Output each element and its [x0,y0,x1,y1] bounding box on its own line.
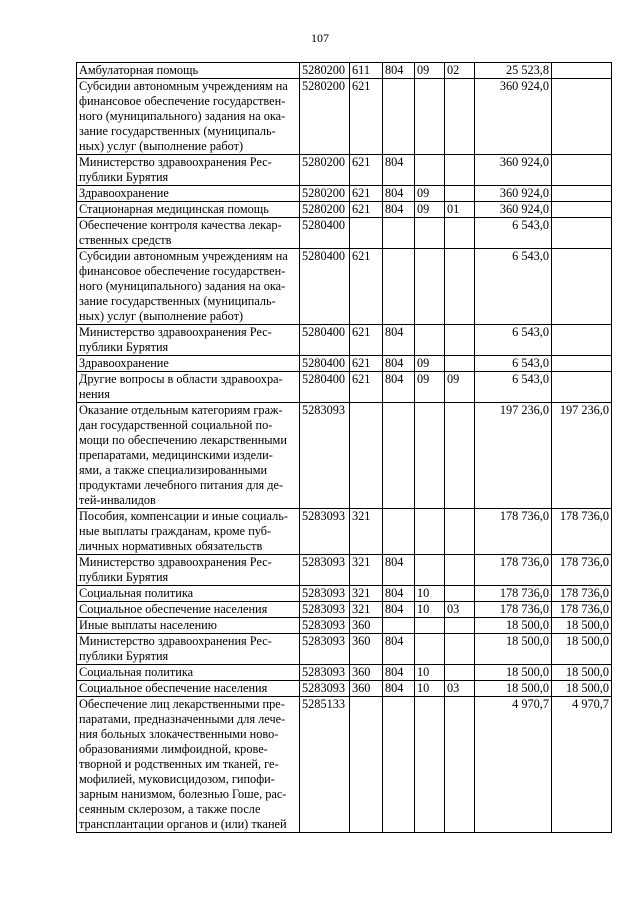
subsection-code-cell: 02 [445,63,475,79]
federal-amount-cell [552,63,612,79]
item-name-line: творной и родственных им тканей, ге- [79,757,279,771]
federal-amount-cell [552,325,612,356]
ministry-code-cell: 804 [383,63,415,79]
subsection-code-cell [445,403,475,509]
ministry-code-cell: 804 [383,325,415,356]
ministry-code-cell: 804 [383,681,415,697]
item-name-line: Министерство здравоохранения Рес- [79,555,272,569]
item-name-cell [77,618,300,634]
subsection-code-cell [445,697,475,833]
federal-amount-cell [552,218,612,249]
ministry-code-cell: 804 [383,372,415,403]
item-name-line: Стационарная медицинская помощь [79,202,269,216]
federal-amount-cell [552,155,612,186]
item-name-line: нения [79,387,110,401]
amount-cell: 360 924,0 [475,186,552,202]
table-row [77,372,612,403]
table-row [77,186,612,202]
amount-cell: 6 543,0 [475,325,552,356]
amount-cell: 178 736,0 [475,586,552,602]
item-name-line: тей-инвалидов [79,493,156,507]
ministry-code-cell: 804 [383,602,415,618]
item-name-cell [77,697,300,833]
item-name-line: Амбулаторная помощь [79,63,199,77]
amount-cell: 178 736,0 [475,555,552,586]
section-code-cell [415,618,445,634]
item-name-line: продуктами лечебного питания для де- [79,478,284,492]
subsection-code-cell [445,218,475,249]
target-code-cell: 5280200 [300,186,350,202]
target-code-cell: 5280200 [300,63,350,79]
amount-cell: 360 924,0 [475,79,552,155]
item-name-line: публики Бурятия [79,570,169,584]
item-name-cell [77,634,300,665]
amount-cell: 18 500,0 [475,618,552,634]
item-name-line: ями, а также специализированными [79,463,268,477]
target-code-cell: 5283093 [300,618,350,634]
subsection-code-cell [445,665,475,681]
subsection-code-cell [445,555,475,586]
table-row [77,63,612,79]
item-name-cell [77,555,300,586]
target-code-cell: 5283093 [300,681,350,697]
table-row [77,697,612,833]
amount-cell: 18 500,0 [475,634,552,665]
target-code-cell: 5283093 [300,509,350,555]
ministry-code-cell: 804 [383,356,415,372]
item-name-cell [77,249,300,325]
subsection-code-cell [445,509,475,555]
expense-type-cell: 360 [350,634,383,665]
amount-cell: 25 523,8 [475,63,552,79]
expense-type-cell: 360 [350,665,383,681]
section-code-cell: 10 [415,602,445,618]
item-name-line: финансовое обеспечение государствен- [79,264,286,278]
federal-amount-cell: 18 500,0 [552,665,612,681]
item-name-line: ного (муниципального) задания на ока- [79,279,286,293]
subsection-code-cell [445,249,475,325]
ministry-code-cell: 804 [383,634,415,665]
expense-type-cell: 621 [350,155,383,186]
section-code-cell [415,509,445,555]
amount-cell: 4 970,7 [475,697,552,833]
expense-type-cell: 621 [350,186,383,202]
target-code-cell: 5280200 [300,79,350,155]
target-code-cell: 5280400 [300,372,350,403]
item-name-cell [77,202,300,218]
target-code-cell: 5280400 [300,356,350,372]
item-name-line: Социальная политика [79,586,194,600]
section-code-cell: 09 [415,372,445,403]
table-row [77,618,612,634]
section-code-cell [415,403,445,509]
section-code-cell [415,555,445,586]
expense-type-cell: 621 [350,79,383,155]
target-code-cell: 5280400 [300,218,350,249]
section-code-cell [415,634,445,665]
ministry-code-cell [383,403,415,509]
budget-table-body [77,63,612,833]
subsection-code-cell: 01 [445,202,475,218]
ministry-code-cell [383,697,415,833]
ministry-code-cell: 804 [383,202,415,218]
ministry-code-cell [383,218,415,249]
ministry-code-cell: 804 [383,186,415,202]
federal-amount-cell: 18 500,0 [552,681,612,697]
amount-cell: 197 236,0 [475,403,552,509]
table-row [77,249,612,325]
table-row [77,509,612,555]
item-name-line: Иные выплаты населению [79,618,217,632]
target-code-cell: 5280200 [300,202,350,218]
target-code-cell: 5283093 [300,602,350,618]
item-name-cell [77,79,300,155]
subsection-code-cell [445,325,475,356]
expense-type-cell: 621 [350,356,383,372]
target-code-cell: 5283093 [300,555,350,586]
section-code-cell [415,325,445,356]
item-name-line: Субсидии автономным учреждениям на [79,79,288,93]
subsection-code-cell: 09 [445,372,475,403]
item-name-line: препаратами, медицинскими издели- [79,448,273,462]
item-name-line: зарным нанизмом, болезнью Гоше, рас- [79,787,287,801]
ministry-code-cell [383,509,415,555]
expense-type-cell [350,218,383,249]
item-name-cell [77,509,300,555]
subsection-code-cell [445,618,475,634]
target-code-cell: 5283093 [300,586,350,602]
ministry-code-cell: 804 [383,665,415,681]
target-code-cell: 5280400 [300,249,350,325]
item-name-line: дан государственной социальной по- [79,418,273,432]
ministry-code-cell: 804 [383,155,415,186]
federal-amount-cell [552,186,612,202]
subsection-code-cell [445,356,475,372]
expense-type-cell: 321 [350,586,383,602]
table-row [77,79,612,155]
table-row [77,155,612,186]
item-name-line: зание государственных (муниципаль- [79,294,276,308]
item-name-line: Социальное обеспечение населения [79,681,268,695]
amount-cell: 18 500,0 [475,681,552,697]
item-name-cell [77,403,300,509]
federal-amount-cell: 178 736,0 [552,555,612,586]
expense-type-cell: 360 [350,681,383,697]
amount-cell: 6 543,0 [475,372,552,403]
section-code-cell: 10 [415,665,445,681]
expense-type-cell: 621 [350,325,383,356]
item-name-line: мофилией, муковисцидозом, гипофи- [79,772,275,786]
expense-type-cell: 621 [350,249,383,325]
item-name-line: Министерство здравоохранения Рес- [79,155,272,169]
federal-amount-cell: 4 970,7 [552,697,612,833]
table-row [77,403,612,509]
target-code-cell: 5283093 [300,403,350,509]
expense-type-cell [350,403,383,509]
section-code-cell: 10 [415,681,445,697]
section-code-cell [415,155,445,186]
ministry-code-cell [383,249,415,325]
item-name-line: публики Бурятия [79,649,169,663]
subsection-code-cell [445,634,475,665]
item-name-line: ния больных злокачественными ново- [79,727,279,741]
item-name-line: Другие вопросы в области здравоохра- [79,372,283,386]
item-name-cell [77,372,300,403]
budget-table [76,62,612,833]
federal-amount-cell: 18 500,0 [552,618,612,634]
expense-type-cell: 321 [350,555,383,586]
expense-type-cell: 621 [350,372,383,403]
item-name-line: ственных средств [79,233,172,247]
item-name-line: ного (муниципального) задания на ока- [79,109,286,123]
item-name-cell [77,155,300,186]
amount-cell: 18 500,0 [475,665,552,681]
item-name-line: Социальное обеспечение населения [79,602,268,616]
item-name-line: Обеспечение лиц лекарственными пре- [79,697,285,711]
expense-type-cell: 321 [350,602,383,618]
amount-cell: 360 924,0 [475,155,552,186]
expense-type-cell: 621 [350,202,383,218]
federal-amount-cell: 197 236,0 [552,403,612,509]
item-name-line: сеянным склерозом, а также после [79,802,261,816]
federal-amount-cell [552,372,612,403]
section-code-cell: 09 [415,186,445,202]
target-code-cell: 5280400 [300,325,350,356]
amount-cell: 6 543,0 [475,249,552,325]
item-name-line: публики Бурятия [79,340,169,354]
item-name-line: личных нормативных обязательств [79,539,263,553]
amount-cell: 6 543,0 [475,218,552,249]
subsection-code-cell [445,155,475,186]
section-code-cell: 10 [415,586,445,602]
item-name-line: паратами, предназначенными для лече- [79,712,286,726]
item-name-line: ные выплаты гражданам, кроме пуб- [79,524,272,538]
section-code-cell: 09 [415,63,445,79]
table-row [77,202,612,218]
section-code-cell: 09 [415,356,445,372]
table-row [77,681,612,697]
section-code-cell [415,218,445,249]
page-number: 107 [311,31,329,45]
expense-type-cell [350,697,383,833]
section-code-cell [415,79,445,155]
item-name-line: ных) услуг (выполнение работ) [79,139,244,153]
item-name-cell [77,325,300,356]
item-name-cell [77,681,300,697]
federal-amount-cell: 178 736,0 [552,586,612,602]
expense-type-cell: 360 [350,618,383,634]
subsection-code-cell [445,186,475,202]
federal-amount-cell [552,202,612,218]
table-row [77,356,612,372]
expense-type-cell: 611 [350,63,383,79]
item-name-line: Здравоохранение [79,186,169,200]
target-code-cell: 5283093 [300,634,350,665]
item-name-line: Министерство здравоохранения Рес- [79,634,272,648]
item-name-line: мощи по обеспечению лекарственными [79,433,287,447]
federal-amount-cell: 18 500,0 [552,634,612,665]
item-name-line: Министерство здравоохранения Рес- [79,325,272,339]
target-code-cell: 5283093 [300,665,350,681]
item-name-line: финансовое обеспечение государствен- [79,94,286,108]
federal-amount-cell [552,249,612,325]
ministry-code-cell: 804 [383,555,415,586]
item-name-line: Социальная политика [79,665,194,679]
table-row [77,634,612,665]
expense-type-cell: 321 [350,509,383,555]
subsection-code-cell [445,586,475,602]
subsection-code-cell: 03 [445,681,475,697]
federal-amount-cell [552,356,612,372]
amount-cell: 6 543,0 [475,356,552,372]
section-code-cell [415,697,445,833]
subsection-code-cell [445,79,475,155]
amount-cell: 360 924,0 [475,202,552,218]
federal-amount-cell: 178 736,0 [552,602,612,618]
section-code-cell [415,249,445,325]
table-row [77,218,612,249]
item-name-line: Здравоохранение [79,356,169,370]
item-name-line: Оказание отдельным категориям граж- [79,403,283,417]
subsection-code-cell: 03 [445,602,475,618]
item-name-line: ных) услуг (выполнение работ) [79,309,244,323]
amount-cell: 178 736,0 [475,602,552,618]
item-name-line: публики Бурятия [79,170,169,184]
table-row [77,555,612,586]
ministry-code-cell [383,79,415,155]
item-name-line: Пособия, компенсации и иные социаль- [79,509,288,523]
table-row [77,602,612,618]
table-row [77,325,612,356]
item-name-line: зание государственных (муниципаль- [79,124,276,138]
table-row [77,665,612,681]
federal-amount-cell: 178 736,0 [552,509,612,555]
item-name-cell [77,356,300,372]
item-name-cell [77,602,300,618]
amount-cell: 178 736,0 [475,509,552,555]
item-name-line: трансплантации органов и (или) тканей [79,817,287,831]
item-name-line: Субсидии автономным учреждениям на [79,249,288,263]
item-name-cell [77,63,300,79]
federal-amount-cell [552,79,612,155]
target-code-cell: 5280200 [300,155,350,186]
item-name-cell [77,586,300,602]
ministry-code-cell: 804 [383,586,415,602]
target-code-cell: 5285133 [300,697,350,833]
item-name-line: Обеспечение контроля качества лекар- [79,218,282,232]
item-name-line: образованиями лимфоидной, крове- [79,742,268,756]
table-row [77,586,612,602]
item-name-cell [77,665,300,681]
item-name-cell [77,218,300,249]
item-name-cell [77,186,300,202]
ministry-code-cell [383,618,415,634]
section-code-cell: 09 [415,202,445,218]
